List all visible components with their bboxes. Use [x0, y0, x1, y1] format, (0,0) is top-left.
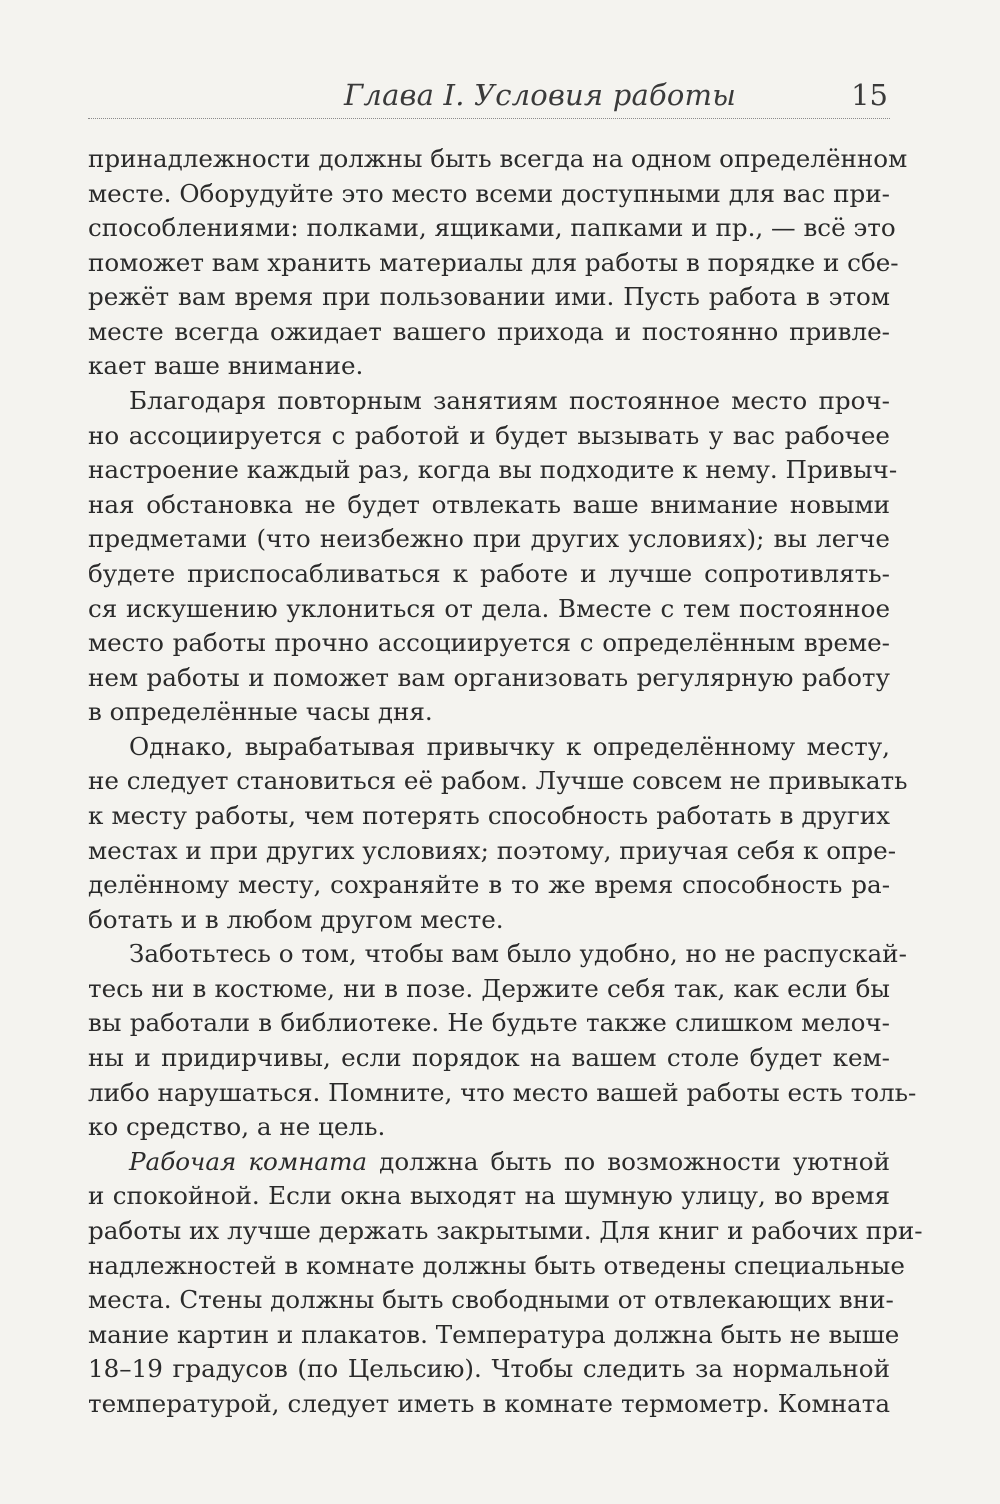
text-line: ко средство, а не цель.	[88, 1112, 386, 1142]
chapter-title: Глава I. Условия работы	[344, 78, 737, 112]
text-line: ботать и в любом другом месте.	[88, 904, 504, 934]
text-line: поможет вам хранить материалы для работы в порядке и сбе-	[88, 247, 899, 277]
text-line: либо нарушаться. Помните, что место вашей работы есть толь-	[88, 1077, 917, 1107]
text-line: ны и придирчивы, если порядок на вашем столе будет кем-	[88, 1043, 890, 1073]
text-line: не следует становиться её рабом. Лучше совсем не привыкать	[88, 766, 908, 796]
text-line: кает ваше внимание.	[88, 351, 364, 381]
text-line: местах и при других условиях; поэтому, приучая себя к опре-	[88, 835, 897, 865]
text-line: тесь ни в костюме, ни в позе. Держите себя так, как если бы	[88, 973, 890, 1003]
text-line-rest: должна быть по возможности уютной	[379, 1146, 890, 1176]
text-line: принадлежности должны быть всегда на одном определённом	[88, 144, 908, 173]
page-number: 15	[851, 78, 888, 112]
text-line: ся искушению уклониться от дела. Вместе с тем постоянное	[88, 593, 890, 623]
text-line: Однако, вырабатывая привычку к определённому месту,	[129, 731, 890, 761]
text-line: надлежностей в комнате должны быть отведены специальные	[88, 1250, 905, 1280]
text-line: месте всегда ожидает вашего прихода и постоянно привле-	[88, 316, 890, 346]
text-line: и спокойной. Если окна выходят на шумную улицу, во время	[88, 1181, 890, 1211]
text-line: мание картин и плакатов. Температура должна быть не выше	[88, 1319, 900, 1349]
text-line: настроение каждый раз, когда вы подходите к нему. Привыч-	[88, 455, 898, 485]
text-line: месте. Оборудуйте это место всеми доступными для вас при-	[88, 178, 890, 208]
text-line: нем работы и поможет вам организовать регулярную работу	[88, 662, 890, 692]
emphasis-text: Рабочая комната	[129, 1146, 368, 1176]
text-line: работы их лучше держать закрытыми. Для книг и рабочих при-	[88, 1215, 923, 1245]
text-line	[88, 1145, 890, 1180]
text-line: Заботьтесь о том, чтобы вам было удобно, но не распускай-	[129, 939, 907, 969]
text-line: делённому месту, сохраняйте в то же время способность ра-	[88, 870, 890, 900]
text-line: способлениями: полками, ящиками, папками и пр., — всё это	[88, 213, 896, 243]
text-line: будете приспосабливаться к работе и лучше сопротивлять-	[88, 558, 890, 588]
text-line: места. Стены должны быть свободными от отвлекающих вни-	[88, 1285, 894, 1315]
text-line: в определённые часы дня.	[88, 697, 433, 727]
text-line: ная обстановка не будет отвлекать ваше внимание новыми	[88, 489, 890, 519]
text-line: к месту работы, чем потерять способность работать в других	[88, 800, 890, 830]
text-line: Благодаря повторным занятиям постоянное место проч-	[129, 386, 890, 416]
body-text	[88, 142, 923, 1421]
text-line: температурой, следует иметь в комнате термометр. Комната	[88, 1388, 890, 1418]
text-line: 18–19 градусов (по Цельсию). Чтобы следить за нормальной	[88, 1354, 890, 1384]
text-line: предметами (что неизбежно при других условиях); вы легче	[88, 524, 890, 554]
text-line: место работы прочно ассоциируется с определённым време-	[88, 628, 890, 658]
text-line: но ассоциируется с работой и будет вызывать у вас рабочее	[88, 420, 890, 450]
running-head	[88, 74, 890, 119]
text-line: режёт вам время при пользовании ими. Пусть работа в этом	[88, 282, 890, 312]
text-line: вы работали в библиотеке. Не будьте также слишком мелоч-	[88, 1008, 890, 1038]
